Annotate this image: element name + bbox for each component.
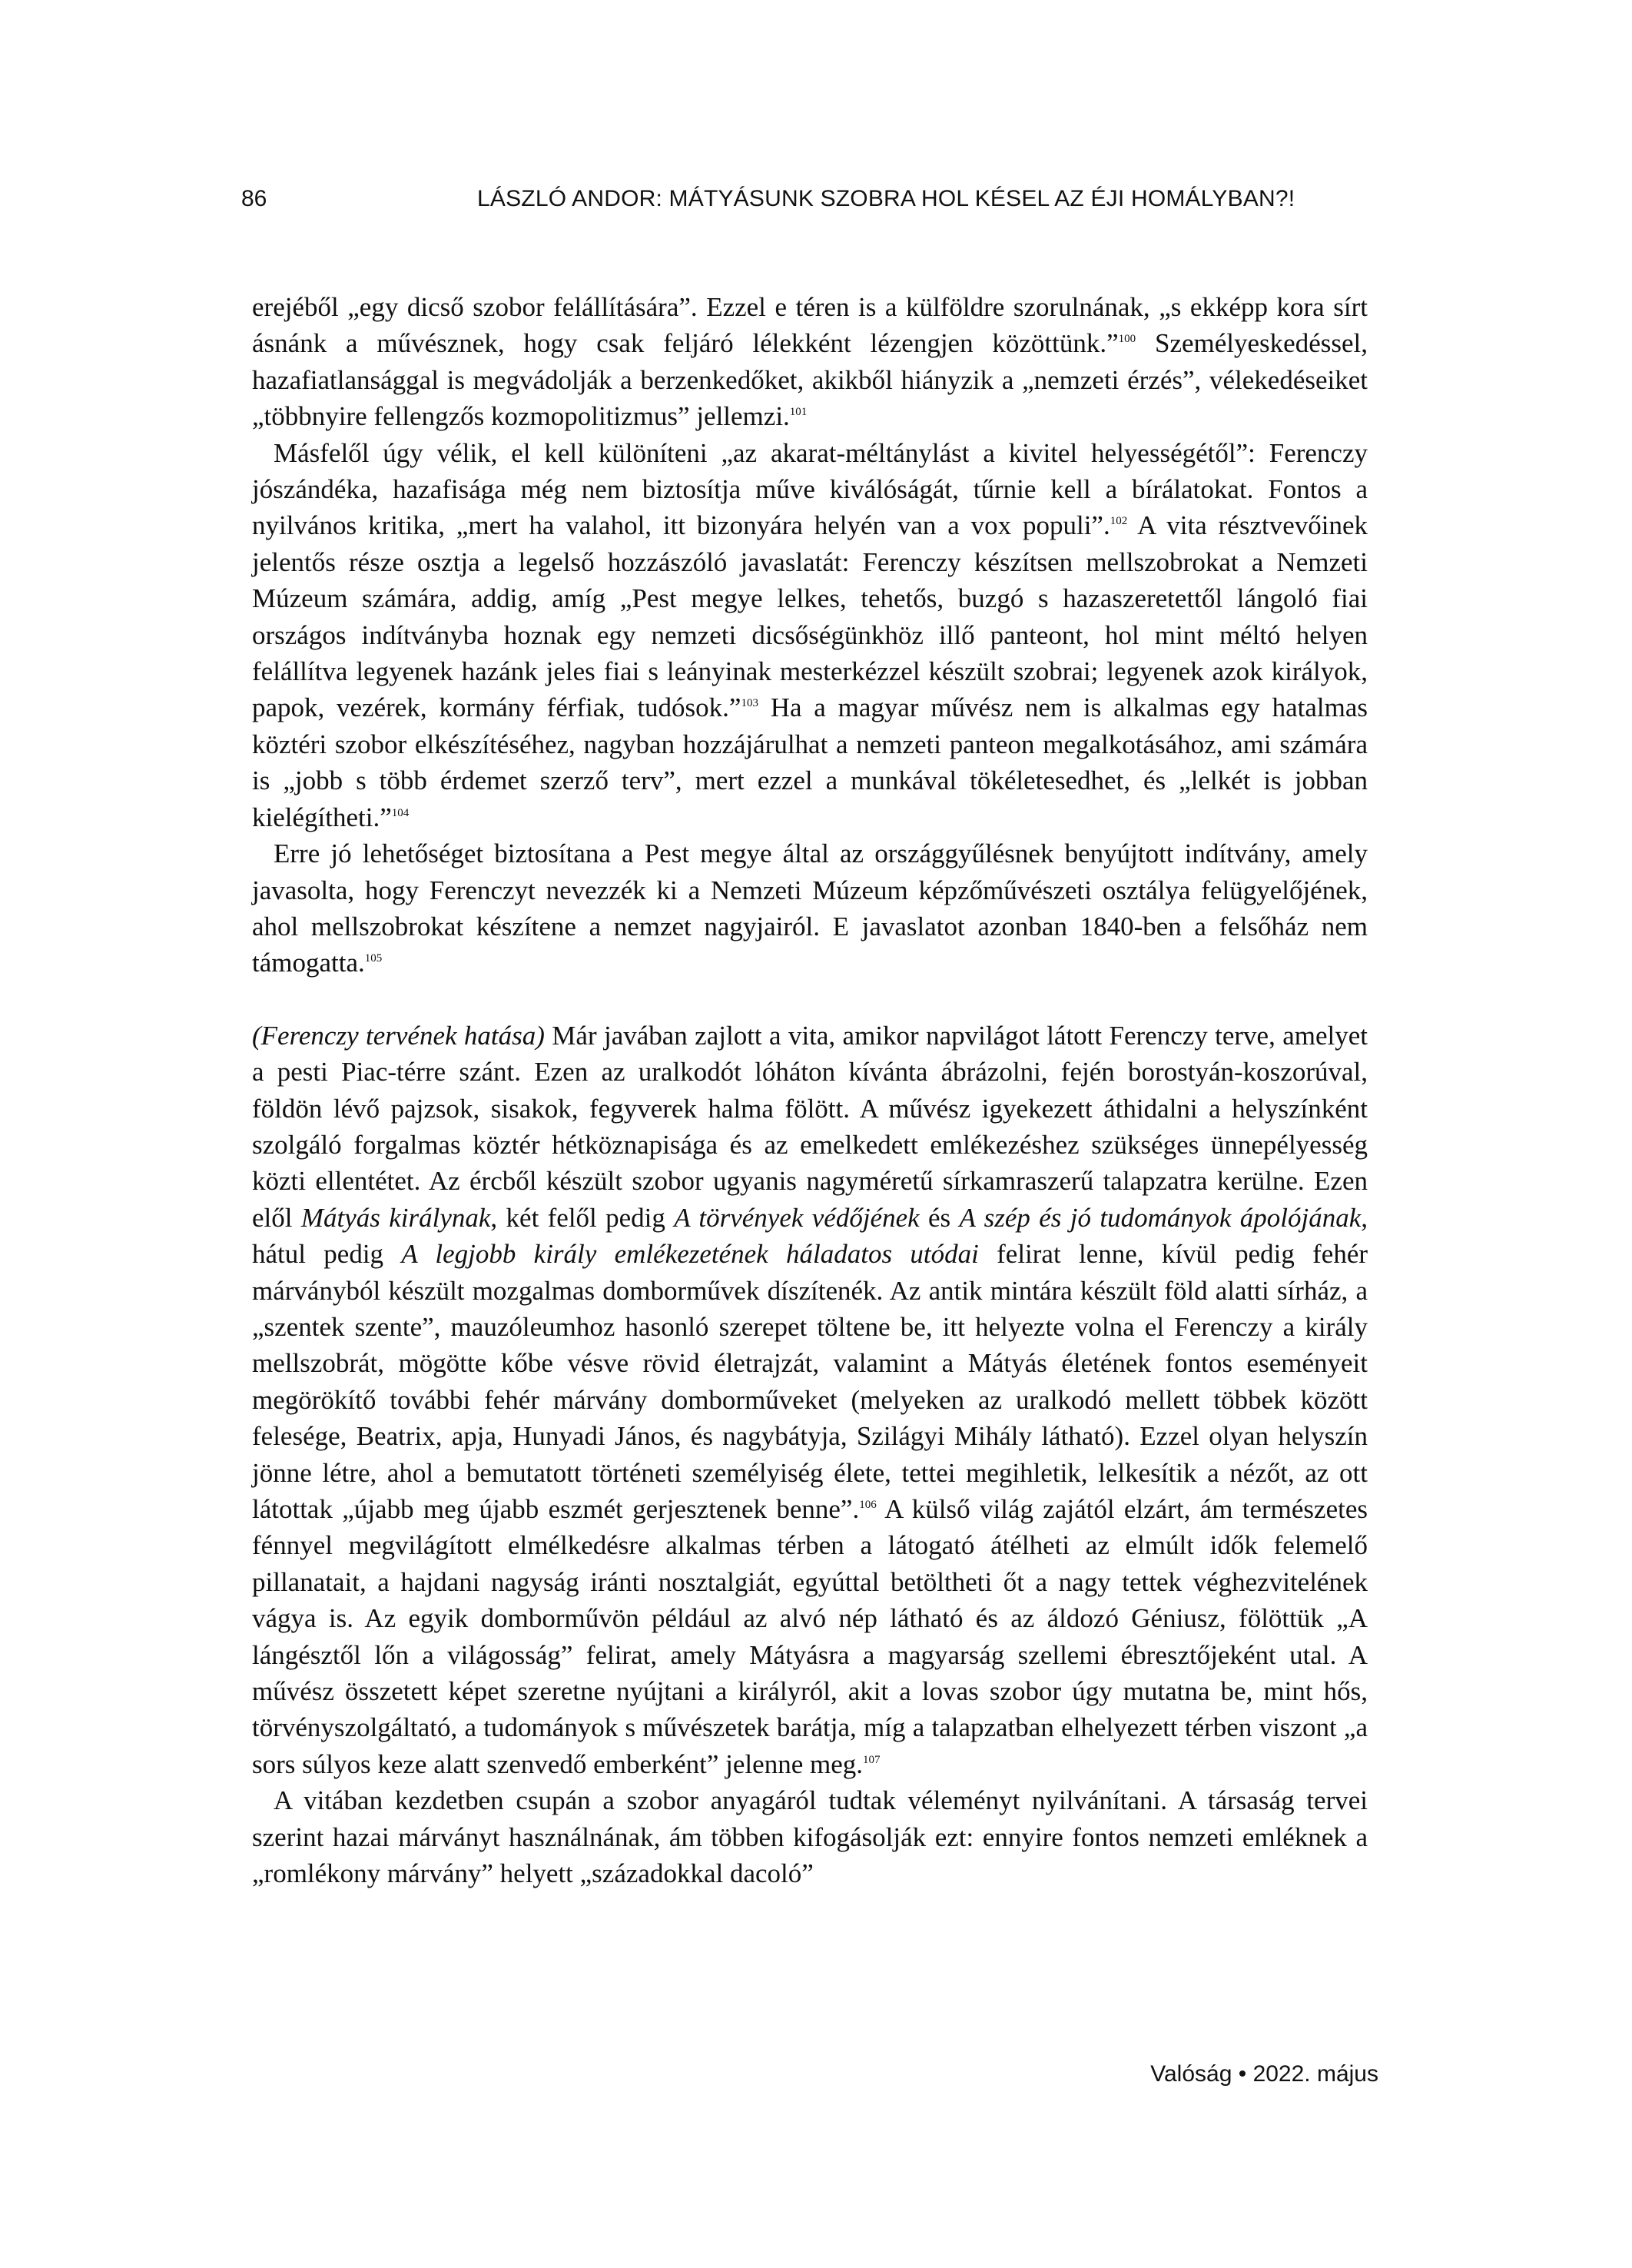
text-run: A vita résztvevőinek jelentős része osztja a legelső hozzászóló javaslatát: Ferenczy készítsen mellszobrokat a Nemzeti Múzeum számára, addig, amíg „Pest megye lelkes, tehetős, buzgó s hazaszeretettől lángoló fiai országos indítványba hoznak egy nemzeti dicsőségünkhöz illő panteont, hol mint méltó helyen felállítva legyenek hazánk jeles fiai s leányinak mesterkézzel készült szobrai; legyenek azok királyok, papok, vezérek, kormány férfiak, tudósok.”: [252, 510, 1368, 723]
footnote-ref-100[interactable]: 100: [1118, 333, 1136, 346]
text-run: Ha a magyar művész nem is alkalmas egy hatalmas köztéri szobor elkészítéséhez, nagyban hozzájárulhat a nemzeti panteon megalkotásához, ami számára is „jobb s több érdemet szerző terv”, mert ezzel a munkával tökéletesedhet, és „lelkét is jobban kielégítheti.”: [252, 692, 1368, 832]
paragraph-2: [252, 435, 1368, 835]
footnote-ref-101[interactable]: 101: [789, 406, 808, 419]
inscription-text: A legjobb király emlékezetének háladatos utódai: [401, 1239, 979, 1270]
footnote-ref-106[interactable]: 106: [859, 1499, 877, 1511]
footnote-ref-104[interactable]: 104: [391, 806, 410, 819]
inscription-text: Mátyás királynak: [300, 1202, 491, 1233]
page-number: 86: [241, 186, 267, 211]
paragraph-5: [252, 1782, 1368, 1891]
text-run: Másfelől úgy vélik, el kell különíteni „az akarat-méltánylást a kivitel helyességétől”: Ferenczy jószándéka, hazafisága még nem biztosítja műve kiválóságát, tűrnie kell a bírálatokat. Fontos a nyilvános kritika, „mert ha valahol, itt bizonyára helyén van a vox populi”.: [252, 437, 1368, 541]
footnote-ref-107[interactable]: 107: [863, 1753, 881, 1766]
footnote-ref-102[interactable]: 102: [1110, 515, 1128, 528]
footer-publication: Valóság • 2022. május: [1150, 2061, 1378, 2087]
footnote-ref-105[interactable]: 105: [364, 952, 383, 965]
paragraph-3: [252, 835, 1368, 981]
text-run: Már javában zajlott a vita, amikor napvilágot látott Ferenczy terve, amelyet a pesti Piac-térre szánt. Ezen az uralkodót lóháton kívánta ábrázolni, fején borostyán-koszorúval, földön lévő pajzsok, sisakok, fegyverek halma fölött. A művész igyekezett áthidalni a helyszínként szolgáló forgalmas köztér hétköznapisága és az emelkedett emlékezéshez szükséges ünnepélyesség közti ellentétet. Az ércből készült szobor ugyanis nagyméretű sírkamraszerű talapzatra kerülne. Ezen elől: [252, 1020, 1368, 1233]
inscription-text: A szép és jó tudományok ápolójának,: [959, 1202, 1368, 1233]
text-run: A külső világ zajától elzárt, ám természetes fénnyel megvilágított elmélkedésre alkalmas térben a látogató átélheti az elmúlt idők felemelő pillanatait, a hajdani nagyság iránti nosztalgiát, egyúttal betöltheti őt a nagy tettek véghezvitelének vágya is. Az egyik domborművön például az alvó nép látható és az áldozó Géniusz, fölöttük „A lángésztől lőn a világosság” felirat, amely Mátyásra a magyarság szellemi ébresztőjeként utal. A művész összetett képet szeretne nyújtani a királyról, akit a lovas szobor úgy mutatna be, mint hős, törvényszolgáltató, a tudományok s művészetek barátja, míg a talapzatban elhelyezett térben viszont „a sors súlyos keze alatt szenvedő emberként” jelenne meg.: [252, 1494, 1368, 1779]
section-heading: (Ferenczy tervének hatása): [252, 1020, 545, 1051]
text-run: hátul pedig: [252, 1239, 402, 1270]
article-body: [252, 289, 1368, 1891]
text-run: erejéből „egy dicső szobor felállítására”. Ezzel e téren is a külföldre szorulnának, „s ekképp kora sírt ásnánk a művésznek, hogy csak feljáró lélekként lézengjen közöttünk.”: [252, 292, 1368, 359]
text-run: Erre jó lehetőséget biztosítana a Pest megye által az országgyűlésnek benyújtott indítvány, amely javasolta, hogy Ferenczyt nevezzék ki a Nemzeti Múzeum képzőművészeti osztálya felügyelőjének, ahol mellszobrokat készítene a nemzet nagyjairól. E javaslatot azonban 1840-ben a felsőház nem támogatta.: [252, 838, 1368, 978]
text-run: A vitában kezdetben csupán a szobor anyagáról tudtak véleményt nyilvánítani. A társaság tervei szerint hazai márványt használnának, ám többen kifogásolják ezt: ennyire fontos nemzeti emléknek a „romlékony márvány” helyett „századokkal dacoló”: [252, 1785, 1368, 1889]
paragraph-1: [252, 289, 1368, 435]
footnote-ref-103[interactable]: 103: [741, 697, 758, 710]
text-run: Személyeskedéssel, hazafiatlansággal is megvádolják a berzenkedőket, akikből hiányzik a „nemzeti érzés”, vélekedéseiket „többnyire fellengzős kozmopolitizmus” jellemzi.: [252, 328, 1368, 432]
paragraph-4: [252, 1018, 1368, 1783]
text-run: felirat lenne, kívül pedig fehér márványból készült mozgalmas domborművek díszítenék. Az antik mintára készült föld alatti sírház, a „szentek szente”, mauzóleumhoz hasonló szerepet töltene be, itt helyezte volna el Ferenczy a király mellszobrát, mögötte kőbe vésve rövid életrajzát, valamint a Mátyás életének fontos eseményeit megörökítő további fehér márvány domborműveket (melyeken az uralkodó mellett többek között felesége, Beatrix, apja, Hunyadi János, és nagybátyja, Szilágyi Mihály látható). Ezzel olyan helyszín jönne létre, ahol a bemutatott történeti személyiség élete, tettei megihletik, lelkesítik a nézőt, az ott látottak „újabb meg újabb eszmét gerjesztenek benne”.: [252, 1239, 1368, 1524]
inscription-text: A törvények védőjének: [674, 1202, 920, 1233]
text-run: , két felől pedig: [490, 1202, 675, 1233]
running-title: LÁSZLÓ ANDOR: MÁTYÁSUNK SZOBRA HOL KÉSEL AZ ÉJI HOMÁLYBAN?!: [477, 186, 1295, 211]
text-run: és: [919, 1202, 960, 1233]
